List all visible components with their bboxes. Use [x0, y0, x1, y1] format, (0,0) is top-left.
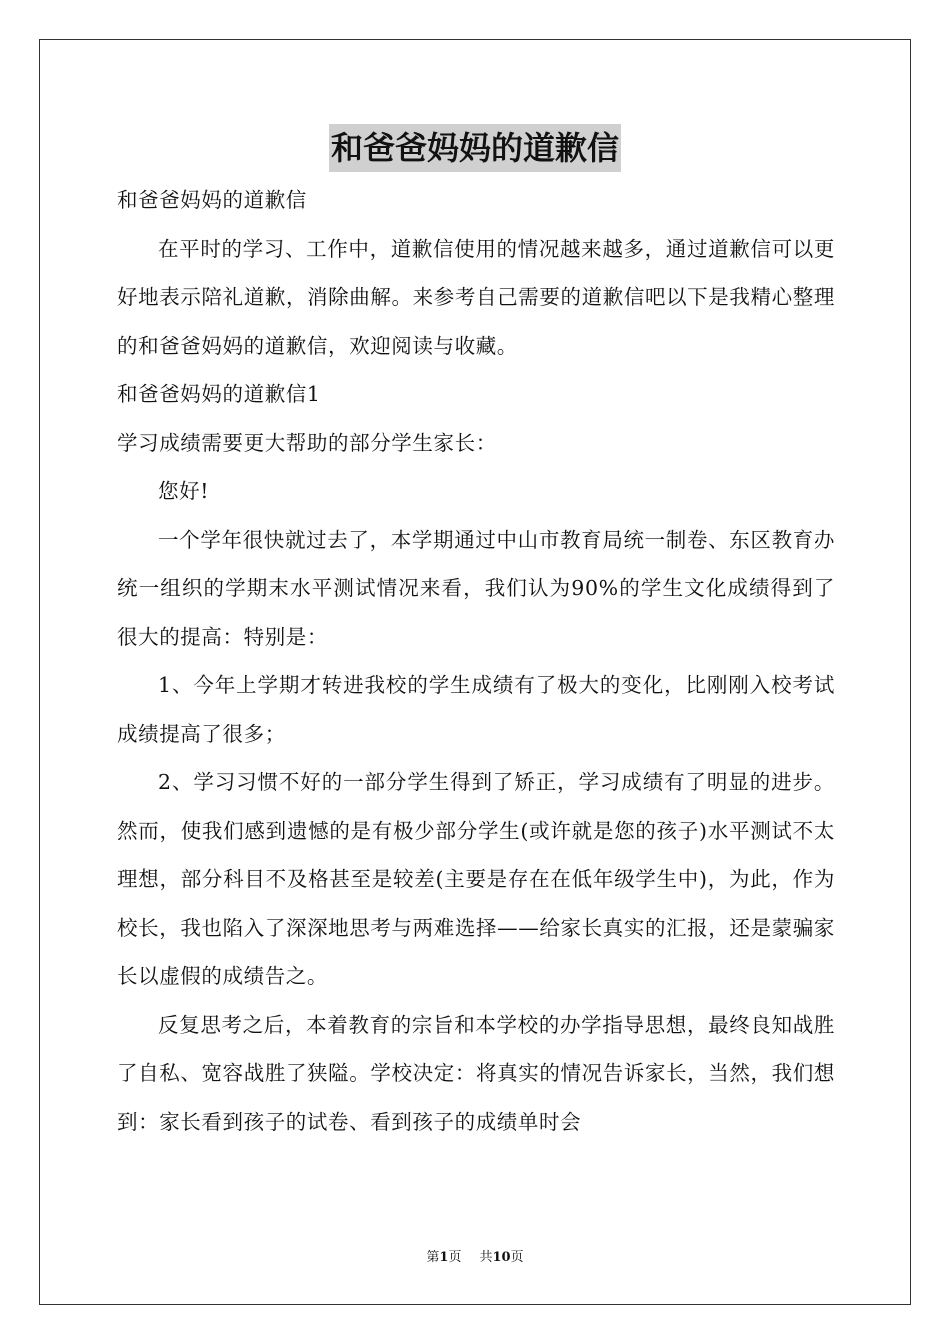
- paragraph: 1、今年上学期才转进我校的学生成绩有了极大的变化，比刚刚入校考试成绩提高了很多；: [117, 673, 835, 746]
- total-prefix: 共: [479, 1250, 493, 1265]
- page-number: 1: [439, 1250, 449, 1265]
- paragraph: 一个学年很快就过去了，本学期通过中山市教育局统一制卷、东区教育办统一组织的学期末水平测试情况来看，我们认为90%的学生文化成绩得到了很大的提高：特别是：: [117, 527, 835, 649]
- page-prefix: 第: [426, 1250, 440, 1265]
- paragraph: 您好!: [158, 479, 210, 503]
- paragraph: 学习成绩需要更大帮助的部分学生家长：: [117, 430, 497, 455]
- paragraph: 和爸爸妈妈的道歉信1: [117, 382, 321, 406]
- total-pages: 10: [492, 1250, 511, 1265]
- document-title: 和爸爸妈妈的道歉信: [329, 124, 621, 172]
- paragraph: 在平时的学习、工作中，道歉信使用的情况越来越多，通过道歉信可以更好地表示陪礼道歉，消除曲解。来参考自己需要的道歉信吧以下是我精心整理的和爸爸妈妈的道歉信，欢迎阅读与收藏。: [117, 236, 835, 358]
- title-wrap: [0, 124, 950, 172]
- paragraph: 和爸爸妈妈的道歉信: [117, 188, 307, 212]
- paragraph: 2、学习习惯不好的一部分学生得到了矫正，学习成绩有了明显的进步。然而，使我们感到遗憾的是有极少部分学生(或许就是您的孩子)水平测试不太理想，部分科目不及格甚至是较差(主要是存在在低年级学生中)，为此，作为校长，我也陷入了深深地思考与两难选择——给家长真实的汇报，还是蒙骗家长以虚假的成绩告之。: [117, 770, 835, 988]
- page-suffix: 页: [448, 1250, 462, 1265]
- total-suffix: 页: [510, 1250, 524, 1265]
- page-footer: [0, 1248, 950, 1268]
- document-body: [117, 176, 835, 1146]
- paragraph: 反复思考之后，本着教育的宗旨和本学校的办学指导思想，最终良知战胜了自私、宽容战胜了狭隘。学校决定：将真实的情况告诉家长，当然，我们想到：家长看到孩子的试卷、看到孩子的成绩单时会: [117, 1012, 835, 1134]
